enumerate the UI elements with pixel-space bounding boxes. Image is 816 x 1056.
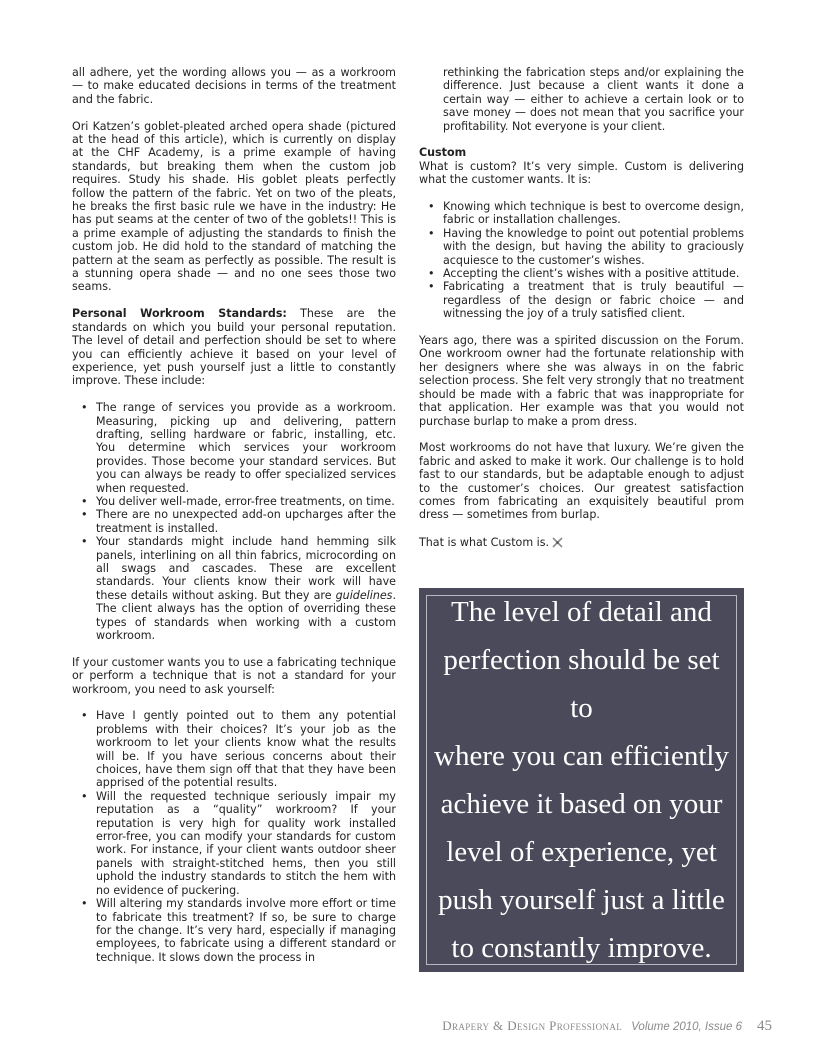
- end-mark-icon: [552, 537, 563, 548]
- publication-name: [442, 1018, 622, 1034]
- pull-quote-line: push yourself just a little: [438, 884, 725, 916]
- paragraph-intro: all adhere, yet the wording allows you — as a workroom — to make educated decisions in terms of the treatment and the fabric.: [72, 66, 396, 106]
- issue-label: Volume 2010, Issue 6: [631, 1021, 742, 1033]
- pull-quote-line: The level of detail and: [451, 596, 712, 628]
- pull-quote-line: to constantly improve.: [451, 932, 712, 964]
- pull-quote-frame: [426, 595, 737, 965]
- list-item: • Have I gently pointed out to them any potential problems with their choices? It’s your job as the workroom to let your clients know what the results will be. If you have serious concerns about their choices, have them sign off that that they have been apprised of the potential results.: [72, 709, 396, 789]
- list-item: • Will the requested technique seriously impair my reputation as a “quality” workroom? If your reputation is very high for quality work installed error-free, you can modify your standards for custom work. For instance, if your client wants outdoor sheer panels with straight-stitched hems, then you still uphold the industry standards to stitch the hem with no evidence of puckering.: [72, 790, 396, 897]
- section-heading-custom: Custom: [419, 146, 467, 160]
- list-item: • Fabricating a treatment that is truly beautiful — regardless of the design or fabric choice — and witnessing the joy of a truly satisfied client.: [419, 280, 744, 320]
- left-column: [72, 66, 396, 978]
- paragraph-personal-standards: [72, 307, 396, 387]
- paragraph-custom-intro: What is custom? It’s very simple. Custom is delivering what the customer wants. It is:: [419, 159, 744, 187]
- standards-list: [72, 401, 396, 642]
- list-item: • You deliver well-made, error-free treatments, on time.: [72, 495, 396, 508]
- pull-quote-line: level of experience, yet: [446, 836, 717, 868]
- paragraph-luxury: Most workrooms do not have that luxury. We’re given the fabric and asked to make it work. Our challenge is to hold fast to our standards, but be adaptable enough to adjust to the customer’s choices. Our greatest satisfaction comes from fabricating an exquisitely beautiful prom dress — sometimes from burlap.: [419, 441, 744, 522]
- pull-quote-line: perfection should be set to: [443, 644, 720, 724]
- list-item-text: . The client always has the option of overriding these types of standards when working with a custom workroom.: [96, 588, 396, 643]
- questions-list: [72, 709, 396, 964]
- page-footer: [442, 1018, 772, 1035]
- list-item-text: Your standards might include hand hemming silk panels, interlining on all thin fabrics, microcording on all swags and cascades. These are excellent standards. Your clients know their work will have these details without asking. But they are: [96, 535, 396, 602]
- list-item: • Will altering my standards involve more effort or time to fabricate this treatment? If so, be sure to charge for the change. It’s very hard, especially if managing employees, to fabricate using a different standard or technique. It slows down the process in: [72, 897, 396, 964]
- pull-quote-text: [427, 588, 736, 972]
- list-item: • There are no unexpected add-on upcharges after the treatment is installed.: [72, 508, 396, 535]
- continued-list-item: rethinking the fabrication steps and/or explaining the difference. Just because a client wants it done a certain way — either to achieve a certain look or to save money — does not mean that you sacrifice your profitability. Not everyone is your client.: [443, 66, 744, 133]
- pull-quote-line: achieve it based on your: [440, 788, 723, 820]
- paragraph-customer-question: If your customer wants you to use a fabricating technique or perform a technique that is not a standard for your workroom, you need to ask yourself:: [72, 655, 396, 696]
- custom-list: [419, 200, 744, 321]
- page-number: 45: [757, 1018, 772, 1034]
- paragraph-ori-katzen: Ori Katzen’s goblet-pleated arched opera shade (pictured at the head of this article), which is currently on display at the CHF Academy, is a prime example of having standards, but breaking them when the custom job requires. Study his shade. His goblet pleats perfectly follow the pattern of the fabric. Yet on two of the pleats, he breaks the first basic rule we have in the industry: He has put seams at the center of two of the goblets!! This is a prime example of adjusting the standards to finish the custom job. He did hold to the standard of matching the pattern at the seam as perfectly as possible. The result is a stunning opera shade — and no one sees those two seams.: [72, 119, 396, 294]
- emphasis-guidelines: guidelines: [335, 588, 393, 602]
- list-item: • Knowing which technique is best to overcome design, fabric or installation challenges.: [419, 200, 744, 227]
- list-item: • The range of services you provide as a workroom. Measuring, picking up and delivering, pattern drafting, selling hardware or fabric, installing, etc. You determine which services your workroom provides. Those become your standard services. But you can always be ready to offer specialized services when requested.: [72, 401, 396, 495]
- personal-standards-body: These are the standards on which you build your personal reputation. The level of detail and perfection should be set to where you can efficiently achieve it based on your level of experience, yet push yourself just a little to constantly improve. These include:: [72, 307, 396, 388]
- list-item: • Having the knowledge to point out potential problems with the design, but having the ability to graciously acquiesce to the customer’s wishes.: [419, 227, 744, 267]
- pull-quote-box: [419, 588, 744, 972]
- paragraph-forum: Years ago, there was a spirited discussion on the Forum. One workroom owner had the fortunate relationship with her designers where she was always in on the fabric selection process. She felt very strongly that no treatment should be made with a fabric that was inappropriate for that application. Her example was that you would not purchase burlap to make a prom dress.: [419, 334, 744, 428]
- list-item: [72, 535, 396, 642]
- pull-quote-line: where you can efficiently: [434, 740, 729, 772]
- right-column: [419, 66, 744, 563]
- closing-text: That is what Custom is.: [419, 536, 550, 550]
- publication-name-text: Drapery & Design Professional: [442, 1018, 623, 1033]
- list-item: • Accepting the client’s wishes with a positive attitude.: [419, 267, 744, 280]
- paragraph-closing: [419, 535, 744, 549]
- personal-standards-heading: Personal Workroom Standards:: [72, 307, 287, 321]
